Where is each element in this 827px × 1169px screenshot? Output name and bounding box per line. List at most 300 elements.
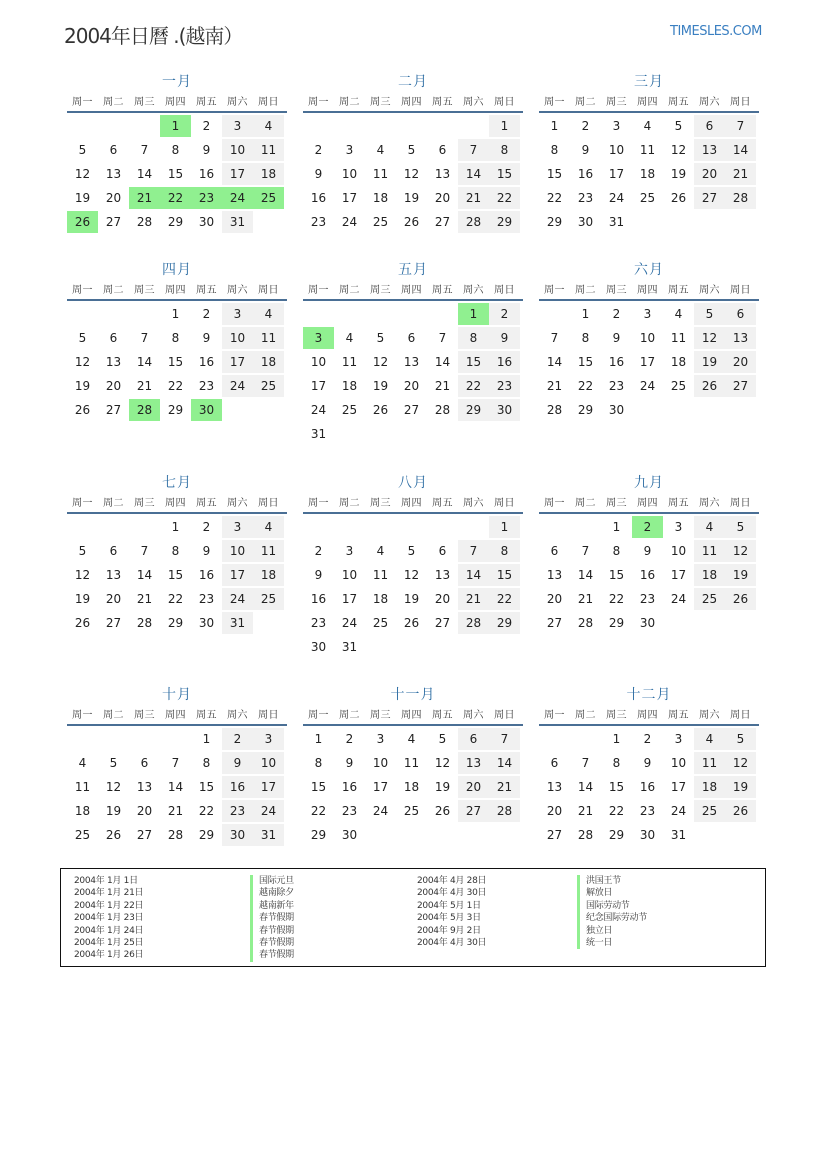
day-cell[interactable]: 28 <box>167 828 184 842</box>
day-cell[interactable]: 17 <box>222 564 253 586</box>
day-cell[interactable]: 12 <box>725 752 756 774</box>
day-cell[interactable]: 25 <box>253 588 284 610</box>
day-cell[interactable]: 24 <box>639 379 656 393</box>
day-cell[interactable]: 1 <box>314 732 323 746</box>
day-cell[interactable]: 21 <box>434 379 451 393</box>
day-cell[interactable]: 5 <box>725 516 756 538</box>
day-cell[interactable]: 17 <box>608 167 625 181</box>
day-cell[interactable]: 14 <box>167 780 184 794</box>
day-cell[interactable]: 5 <box>407 143 416 157</box>
day-cell[interactable]: 18 <box>74 804 91 818</box>
day-cell[interactable]: 11 <box>372 568 389 582</box>
day-cell[interactable]: 20 <box>546 592 563 606</box>
day-cell[interactable]: 2 <box>202 119 211 133</box>
day-cell[interactable]: 26 <box>434 804 451 818</box>
day-cell[interactable]: 20 <box>434 592 451 606</box>
day-cell[interactable]: 20 <box>546 804 563 818</box>
day-cell[interactable]: 22 <box>489 588 520 610</box>
day-cell[interactable]: 15 <box>198 780 215 794</box>
day-cell[interactable]: 21 <box>167 804 184 818</box>
day-cell[interactable]: 18 <box>670 355 687 369</box>
day-cell[interactable]: 7 <box>140 143 149 157</box>
day-cell[interactable]: 20 <box>694 163 725 185</box>
holiday-day-cell[interactable]: 22 <box>160 187 191 209</box>
day-cell[interactable]: 19 <box>74 592 91 606</box>
day-cell[interactable]: 7 <box>489 728 520 750</box>
day-cell[interactable]: 26 <box>403 215 420 229</box>
day-cell[interactable]: 12 <box>725 540 756 562</box>
day-cell[interactable]: 12 <box>403 167 420 181</box>
day-cell[interactable]: 29 <box>198 828 215 842</box>
day-cell[interactable]: 26 <box>725 800 756 822</box>
day-cell[interactable]: 10 <box>222 139 253 161</box>
day-cell[interactable]: 10 <box>608 143 625 157</box>
day-cell[interactable]: 15 <box>167 167 184 181</box>
day-cell[interactable]: 27 <box>434 616 451 630</box>
day-cell[interactable]: 23 <box>608 379 625 393</box>
day-cell[interactable]: 10 <box>341 167 358 181</box>
day-cell[interactable]: 9 <box>489 327 520 349</box>
day-cell[interactable]: 23 <box>310 215 327 229</box>
day-cell[interactable]: 20 <box>725 351 756 373</box>
day-cell[interactable]: 8 <box>202 756 211 770</box>
day-cell[interactable]: 17 <box>341 592 358 606</box>
day-cell[interactable]: 16 <box>198 167 215 181</box>
day-cell[interactable]: 29 <box>546 215 563 229</box>
day-cell[interactable]: 29 <box>577 403 594 417</box>
day-cell[interactable]: 4 <box>253 516 284 538</box>
day-cell[interactable]: 26 <box>74 616 91 630</box>
day-cell[interactable]: 4 <box>345 331 354 345</box>
day-cell[interactable]: 25 <box>74 828 91 842</box>
day-cell[interactable]: 24 <box>253 800 284 822</box>
day-cell[interactable]: 29 <box>458 399 489 421</box>
day-cell[interactable]: 31 <box>608 215 625 229</box>
day-cell[interactable]: 13 <box>403 355 420 369</box>
day-cell[interactable]: 8 <box>171 143 180 157</box>
day-cell[interactable]: 16 <box>608 355 625 369</box>
day-cell[interactable]: 22 <box>310 804 327 818</box>
day-cell[interactable]: 9 <box>345 756 354 770</box>
day-cell[interactable]: 22 <box>167 379 184 393</box>
day-cell[interactable]: 22 <box>608 592 625 606</box>
day-cell[interactable]: 15 <box>458 351 489 373</box>
day-cell[interactable]: 5 <box>674 119 683 133</box>
day-cell[interactable]: 25 <box>403 804 420 818</box>
day-cell[interactable]: 20 <box>403 379 420 393</box>
day-cell[interactable]: 31 <box>222 211 253 233</box>
day-cell[interactable]: 6 <box>694 115 725 137</box>
holiday-day-cell[interactable]: 24 <box>222 187 253 209</box>
day-cell[interactable]: 27 <box>105 616 122 630</box>
day-cell[interactable]: 9 <box>202 544 211 558</box>
day-cell[interactable]: 8 <box>171 544 180 558</box>
day-cell[interactable]: 10 <box>222 540 253 562</box>
day-cell[interactable]: 18 <box>253 163 284 185</box>
day-cell[interactable]: 4 <box>253 115 284 137</box>
day-cell[interactable]: 13 <box>105 568 122 582</box>
day-cell[interactable]: 17 <box>670 780 687 794</box>
day-cell[interactable]: 6 <box>109 143 118 157</box>
day-cell[interactable]: 8 <box>489 139 520 161</box>
day-cell[interactable]: 30 <box>639 828 656 842</box>
day-cell[interactable]: 27 <box>403 403 420 417</box>
day-cell[interactable]: 2 <box>202 307 211 321</box>
day-cell[interactable]: 16 <box>310 191 327 205</box>
day-cell[interactable]: 31 <box>310 427 327 441</box>
day-cell[interactable]: 16 <box>577 167 594 181</box>
day-cell[interactable]: 19 <box>434 780 451 794</box>
day-cell[interactable]: 28 <box>434 403 451 417</box>
day-cell[interactable]: 20 <box>434 191 451 205</box>
day-cell[interactable]: 20 <box>136 804 153 818</box>
day-cell[interactable]: 25 <box>253 375 284 397</box>
day-cell[interactable]: 3 <box>674 520 683 534</box>
day-cell[interactable]: 6 <box>140 756 149 770</box>
day-cell[interactable]: 21 <box>577 804 594 818</box>
day-cell[interactable]: 10 <box>310 355 327 369</box>
day-cell[interactable]: 12 <box>670 143 687 157</box>
day-cell[interactable]: 13 <box>546 780 563 794</box>
day-cell[interactable]: 21 <box>136 592 153 606</box>
day-cell[interactable]: 8 <box>581 331 590 345</box>
day-cell[interactable]: 13 <box>136 780 153 794</box>
day-cell[interactable]: 4 <box>674 307 683 321</box>
day-cell[interactable]: 14 <box>136 167 153 181</box>
day-cell[interactable]: 27 <box>434 215 451 229</box>
holiday-day-cell[interactable]: 1 <box>458 303 489 325</box>
day-cell[interactable]: 5 <box>694 303 725 325</box>
day-cell[interactable]: 19 <box>403 592 420 606</box>
day-cell[interactable]: 4 <box>643 119 652 133</box>
day-cell[interactable]: 7 <box>458 139 489 161</box>
day-cell[interactable]: 11 <box>403 756 420 770</box>
day-cell[interactable]: 23 <box>577 191 594 205</box>
day-cell[interactable]: 12 <box>74 167 91 181</box>
day-cell[interactable]: 11 <box>372 167 389 181</box>
day-cell[interactable]: 21 <box>577 592 594 606</box>
day-cell[interactable]: 4 <box>694 516 725 538</box>
day-cell[interactable]: 19 <box>74 191 91 205</box>
day-cell[interactable]: 11 <box>253 327 284 349</box>
day-cell[interactable]: 25 <box>639 191 656 205</box>
day-cell[interactable]: 24 <box>222 375 253 397</box>
day-cell[interactable]: 25 <box>694 800 725 822</box>
day-cell[interactable]: 30 <box>608 403 625 417</box>
day-cell[interactable]: 3 <box>345 143 354 157</box>
day-cell[interactable]: 17 <box>310 379 327 393</box>
day-cell[interactable]: 3 <box>345 544 354 558</box>
day-cell[interactable]: 24 <box>222 588 253 610</box>
day-cell[interactable]: 12 <box>74 568 91 582</box>
day-cell[interactable]: 1 <box>171 520 180 534</box>
day-cell[interactable]: 1 <box>612 732 621 746</box>
day-cell[interactable]: 8 <box>314 756 323 770</box>
day-cell[interactable]: 9 <box>202 143 211 157</box>
day-cell[interactable]: 14 <box>458 163 489 185</box>
day-cell[interactable]: 24 <box>310 403 327 417</box>
day-cell[interactable]: 24 <box>670 592 687 606</box>
day-cell[interactable]: 23 <box>222 800 253 822</box>
day-cell[interactable]: 10 <box>639 331 656 345</box>
day-cell[interactable]: 3 <box>643 307 652 321</box>
day-cell[interactable]: 15 <box>608 568 625 582</box>
day-cell[interactable]: 7 <box>171 756 180 770</box>
day-cell[interactable]: 28 <box>136 616 153 630</box>
day-cell[interactable]: 24 <box>341 616 358 630</box>
day-cell[interactable]: 27 <box>136 828 153 842</box>
day-cell[interactable]: 10 <box>253 752 284 774</box>
day-cell[interactable]: 9 <box>202 331 211 345</box>
day-cell[interactable]: 23 <box>341 804 358 818</box>
day-cell[interactable]: 17 <box>222 351 253 373</box>
day-cell[interactable]: 5 <box>438 732 447 746</box>
day-cell[interactable]: 26 <box>725 588 756 610</box>
day-cell[interactable]: 13 <box>105 355 122 369</box>
day-cell[interactable]: 9 <box>314 167 323 181</box>
day-cell[interactable]: 7 <box>550 331 559 345</box>
day-cell[interactable]: 2 <box>612 307 621 321</box>
holiday-day-cell[interactable]: 1 <box>160 115 191 137</box>
day-cell[interactable]: 20 <box>105 191 122 205</box>
day-cell[interactable]: 27 <box>105 403 122 417</box>
day-cell[interactable]: 12 <box>74 355 91 369</box>
day-cell[interactable]: 18 <box>403 780 420 794</box>
day-cell[interactable]: 21 <box>546 379 563 393</box>
day-cell[interactable]: 17 <box>639 355 656 369</box>
day-cell[interactable]: 16 <box>222 776 253 798</box>
day-cell[interactable]: 26 <box>694 375 725 397</box>
day-cell[interactable]: 28 <box>725 187 756 209</box>
day-cell[interactable]: 3 <box>376 732 385 746</box>
day-cell[interactable]: 16 <box>310 592 327 606</box>
day-cell[interactable]: 15 <box>167 568 184 582</box>
day-cell[interactable]: 5 <box>78 544 87 558</box>
day-cell[interactable]: 23 <box>489 375 520 397</box>
day-cell[interactable]: 8 <box>458 327 489 349</box>
day-cell[interactable]: 2 <box>489 303 520 325</box>
day-cell[interactable]: 30 <box>341 828 358 842</box>
day-cell[interactable]: 14 <box>577 780 594 794</box>
day-cell[interactable]: 1 <box>550 119 559 133</box>
day-cell[interactable]: 30 <box>489 399 520 421</box>
day-cell[interactable]: 9 <box>643 756 652 770</box>
day-cell[interactable]: 16 <box>198 568 215 582</box>
day-cell[interactable]: 6 <box>438 143 447 157</box>
day-cell[interactable]: 29 <box>167 616 184 630</box>
day-cell[interactable]: 6 <box>550 544 559 558</box>
day-cell[interactable]: 3 <box>253 728 284 750</box>
holiday-day-cell[interactable]: 2 <box>632 516 663 538</box>
day-cell[interactable]: 26 <box>403 616 420 630</box>
day-cell[interactable]: 14 <box>546 355 563 369</box>
day-cell[interactable]: 9 <box>581 143 590 157</box>
day-cell[interactable]: 2 <box>314 544 323 558</box>
day-cell[interactable]: 25 <box>372 215 389 229</box>
day-cell[interactable]: 4 <box>694 728 725 750</box>
day-cell[interactable]: 19 <box>74 379 91 393</box>
day-cell[interactable]: 19 <box>725 564 756 586</box>
day-cell[interactable]: 22 <box>198 804 215 818</box>
day-cell[interactable]: 29 <box>608 616 625 630</box>
day-cell[interactable]: 10 <box>372 756 389 770</box>
day-cell[interactable]: 12 <box>372 355 389 369</box>
day-cell[interactable]: 11 <box>341 355 358 369</box>
day-cell[interactable]: 14 <box>489 752 520 774</box>
day-cell[interactable]: 13 <box>458 752 489 774</box>
day-cell[interactable]: 16 <box>639 780 656 794</box>
day-cell[interactable]: 3 <box>612 119 621 133</box>
day-cell[interactable]: 31 <box>253 824 284 846</box>
day-cell[interactable]: 24 <box>670 804 687 818</box>
day-cell[interactable]: 5 <box>78 331 87 345</box>
day-cell[interactable]: 12 <box>694 327 725 349</box>
day-cell[interactable]: 10 <box>341 568 358 582</box>
holiday-day-cell[interactable]: 21 <box>129 187 160 209</box>
day-cell[interactable]: 22 <box>546 191 563 205</box>
day-cell[interactable]: 10 <box>670 544 687 558</box>
day-cell[interactable]: 18 <box>253 351 284 373</box>
day-cell[interactable]: 27 <box>546 616 563 630</box>
day-cell[interactable]: 18 <box>639 167 656 181</box>
day-cell[interactable]: 13 <box>434 167 451 181</box>
day-cell[interactable]: 11 <box>639 143 656 157</box>
day-cell[interactable]: 13 <box>725 327 756 349</box>
day-cell[interactable]: 12 <box>434 756 451 770</box>
day-cell[interactable]: 19 <box>670 167 687 181</box>
day-cell[interactable]: 26 <box>105 828 122 842</box>
day-cell[interactable]: 7 <box>725 115 756 137</box>
day-cell[interactable]: 5 <box>109 756 118 770</box>
day-cell[interactable]: 23 <box>198 592 215 606</box>
day-cell[interactable]: 25 <box>670 379 687 393</box>
day-cell[interactable]: 24 <box>372 804 389 818</box>
holiday-day-cell[interactable]: 30 <box>191 399 222 421</box>
day-cell[interactable]: 11 <box>670 331 687 345</box>
day-cell[interactable]: 21 <box>489 776 520 798</box>
day-cell[interactable]: 3 <box>222 303 253 325</box>
day-cell[interactable]: 17 <box>341 191 358 205</box>
day-cell[interactable]: 30 <box>310 640 327 654</box>
day-cell[interactable]: 18 <box>372 592 389 606</box>
day-cell[interactable]: 6 <box>725 303 756 325</box>
day-cell[interactable]: 28 <box>546 403 563 417</box>
day-cell[interactable]: 30 <box>222 824 253 846</box>
day-cell[interactable]: 6 <box>407 331 416 345</box>
day-cell[interactable]: 3 <box>222 516 253 538</box>
day-cell[interactable]: 19 <box>694 351 725 373</box>
day-cell[interactable]: 26 <box>670 191 687 205</box>
day-cell[interactable]: 30 <box>198 616 215 630</box>
day-cell[interactable]: 27 <box>546 828 563 842</box>
day-cell[interactable]: 18 <box>372 191 389 205</box>
day-cell[interactable]: 10 <box>222 327 253 349</box>
day-cell[interactable]: 29 <box>489 612 520 634</box>
day-cell[interactable]: 6 <box>109 544 118 558</box>
day-cell[interactable]: 11 <box>253 540 284 562</box>
day-cell[interactable]: 21 <box>458 187 489 209</box>
day-cell[interactable]: 4 <box>376 143 385 157</box>
day-cell[interactable]: 21 <box>458 588 489 610</box>
day-cell[interactable]: 18 <box>694 564 725 586</box>
day-cell[interactable]: 13 <box>105 167 122 181</box>
day-cell[interactable]: 15 <box>489 564 520 586</box>
day-cell[interactable]: 13 <box>694 139 725 161</box>
day-cell[interactable]: 8 <box>171 331 180 345</box>
day-cell[interactable]: 14 <box>458 564 489 586</box>
day-cell[interactable]: 19 <box>725 776 756 798</box>
holiday-day-cell[interactable]: 23 <box>191 187 222 209</box>
day-cell[interactable]: 3 <box>222 115 253 137</box>
day-cell[interactable]: 14 <box>136 568 153 582</box>
day-cell[interactable]: 1 <box>489 115 520 137</box>
day-cell[interactable]: 14 <box>434 355 451 369</box>
day-cell[interactable]: 15 <box>608 780 625 794</box>
day-cell[interactable]: 23 <box>639 804 656 818</box>
day-cell[interactable]: 31 <box>341 640 358 654</box>
day-cell[interactable]: 27 <box>694 187 725 209</box>
day-cell[interactable]: 22 <box>608 804 625 818</box>
day-cell[interactable]: 28 <box>577 616 594 630</box>
day-cell[interactable]: 5 <box>78 143 87 157</box>
day-cell[interactable]: 6 <box>550 756 559 770</box>
day-cell[interactable]: 17 <box>222 163 253 185</box>
day-cell[interactable]: 22 <box>577 379 594 393</box>
day-cell[interactable]: 14 <box>725 139 756 161</box>
day-cell[interactable]: 13 <box>434 568 451 582</box>
day-cell[interactable]: 25 <box>372 616 389 630</box>
day-cell[interactable]: 30 <box>198 215 215 229</box>
day-cell[interactable]: 9 <box>314 568 323 582</box>
day-cell[interactable]: 16 <box>198 355 215 369</box>
day-cell[interactable]: 26 <box>74 403 91 417</box>
day-cell[interactable]: 1 <box>581 307 590 321</box>
day-cell[interactable]: 29 <box>489 211 520 233</box>
day-cell[interactable]: 25 <box>341 403 358 417</box>
holiday-day-cell[interactable]: 28 <box>129 399 160 421</box>
day-cell[interactable]: 6 <box>458 728 489 750</box>
day-cell[interactable]: 18 <box>253 564 284 586</box>
day-cell[interactable]: 17 <box>253 776 284 798</box>
day-cell[interactable]: 31 <box>670 828 687 842</box>
day-cell[interactable]: 28 <box>489 800 520 822</box>
day-cell[interactable]: 8 <box>489 540 520 562</box>
day-cell[interactable]: 23 <box>310 616 327 630</box>
day-cell[interactable]: 27 <box>458 800 489 822</box>
day-cell[interactable]: 20 <box>105 379 122 393</box>
day-cell[interactable]: 28 <box>577 828 594 842</box>
day-cell[interactable]: 7 <box>438 331 447 345</box>
day-cell[interactable]: 28 <box>458 211 489 233</box>
day-cell[interactable]: 15 <box>489 163 520 185</box>
day-cell[interactable]: 1 <box>202 732 211 746</box>
day-cell[interactable]: 24 <box>341 215 358 229</box>
day-cell[interactable]: 23 <box>639 592 656 606</box>
day-cell[interactable]: 21 <box>136 379 153 393</box>
day-cell[interactable]: 7 <box>140 331 149 345</box>
day-cell[interactable]: 22 <box>167 592 184 606</box>
day-cell[interactable]: 4 <box>376 544 385 558</box>
day-cell[interactable]: 16 <box>341 780 358 794</box>
day-cell[interactable]: 4 <box>407 732 416 746</box>
day-cell[interactable]: 9 <box>612 331 621 345</box>
day-cell[interactable]: 14 <box>136 355 153 369</box>
day-cell[interactable]: 27 <box>725 375 756 397</box>
day-cell[interactable]: 9 <box>643 544 652 558</box>
day-cell[interactable]: 28 <box>458 612 489 634</box>
day-cell[interactable]: 9 <box>222 752 253 774</box>
day-cell[interactable]: 29 <box>608 828 625 842</box>
